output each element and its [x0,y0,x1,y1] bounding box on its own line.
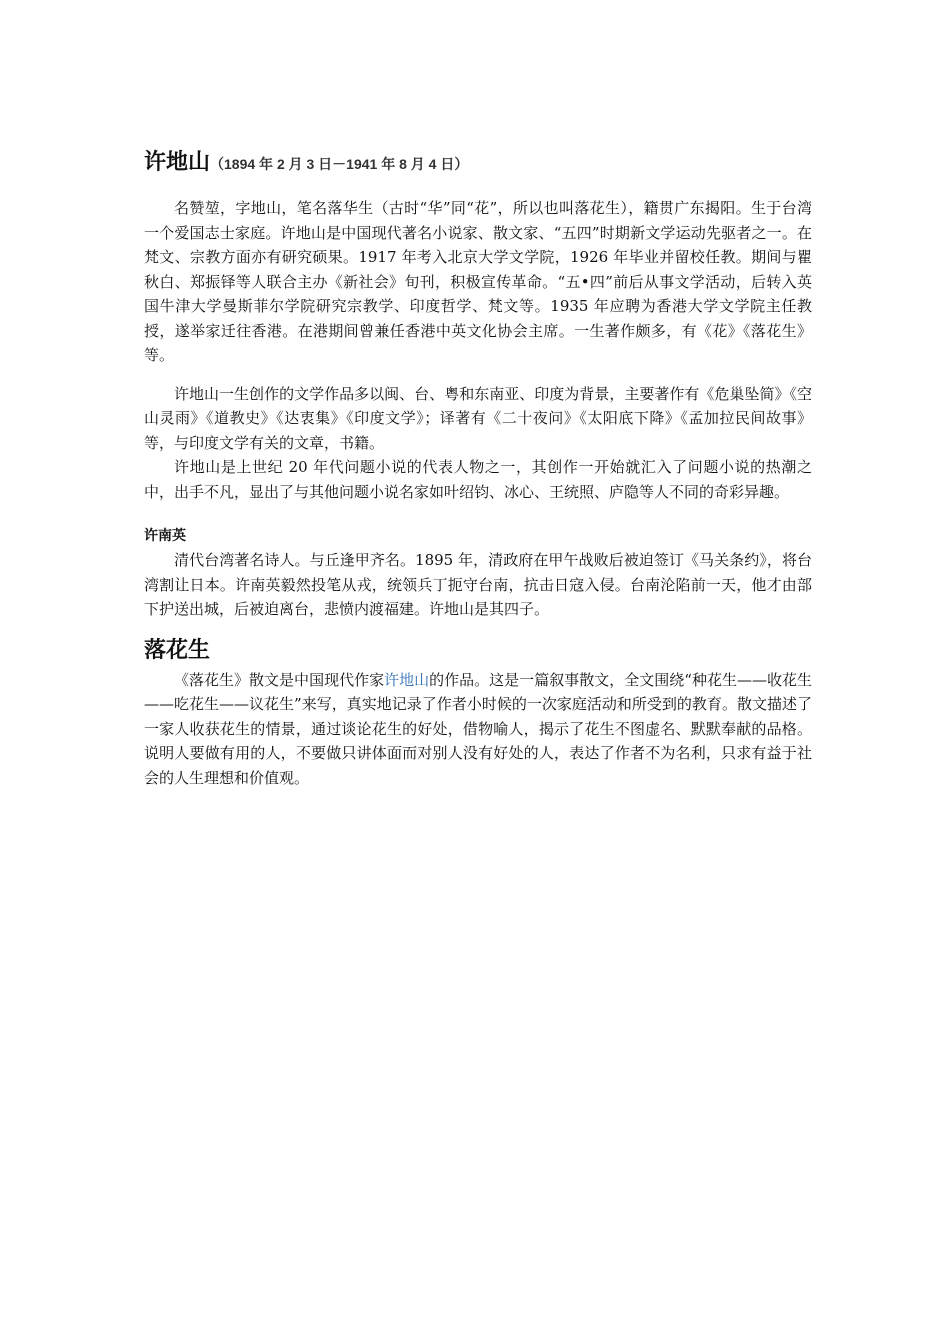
bio-paragraph-2: 许地山一生创作的文学作品多以闽、台、粤和东南亚、印度为背景，主要著作有《危巢坠简》《空山灵雨》《道教史》《达衷集》《印度文学》；译著有《二十夜问》《太阳底下降》《孟加拉民间故事》等，与印度文学有关的文章，书籍。 [144,384,812,452]
bio-paragraph-3: 许地山是上世纪 20 年代问题小说的代表人物之一，其创作一开始就汇入了问题小说的热潮之中，出手不凡，显出了与其他问题小说名家如叶绍钧、冰心、王统照、庐隐等人不同的奇彩异趣。 [144,458,812,501]
title-dates: （1894 年 2 月 3 日－1941 年 8 月 4 日） [210,156,469,172]
work-text-after-link: 的作品。这是一篇叙事散文，全文围绕“种花生——收花生——吃花生——议花生”来写，真实地记录了作者小时候的一次家庭活动和所受到的教育。散文描述了一家人收获花生的情景，通过谈论花生的好处，借物喻人，揭示了花生不图虚名、默默奉献的品格。说明人要做有用的人，不要做只讲体面而对别人没有好处的人，表达了作者不为名利，只求有益于社会的人生理想和价值观。 [144,670,812,787]
work-paragraph [144,668,812,791]
title-name: 许地山 [144,149,211,175]
father-heading: 许南英 [144,528,186,544]
author-link[interactable]: 许地山 [384,670,430,689]
page-title [144,140,812,182]
father-paragraph: 清代台湾著名诗人。与丘逢甲齐名。1895 年，清政府在甲午战败后被迫签订《马关条约》，将台湾割让日本。许南英毅然投笔从戎，统领兵丁扼守台南，抗击日寇入侵。台南沦陷前一天，他才由部下护送出城，后被迫离台，悲愤内渡福建。许地山是其四子。 [144,551,812,618]
document-page [144,140,812,790]
work-text-before-link: 《落花生》散文是中国现代作家 [174,670,385,689]
bio-paragraph-1: 名赞堃，字地山，笔名落华生（古时“华”同“花”，所以也叫落花生），籍贯广东揭阳。生于台湾一个爱国志士家庭。许地山是中国现代著名小说家、散文家、“五四”时期新文学运动先驱者之一。在梵文、宗教方面亦有研究硕果。1917 年考入北京大学文学院，1926 年毕业并留校任教。期间与瞿秋白、郑振铎等人联合主办《新社会》旬刊，积极宣传革命。“五•四”前后从事文学活动，后转入英国牛津大学曼斯菲尔学院研究宗教学、印度哲学、梵文等。1935 年应聘为香港大学文学院主任教授，遂举家迁往香港。在港期间曾兼任香港中英文化协会主席。一生著作颇多，有《花》《落花生》等。 [144,199,812,364]
work-heading: 落花生 [144,637,211,663]
